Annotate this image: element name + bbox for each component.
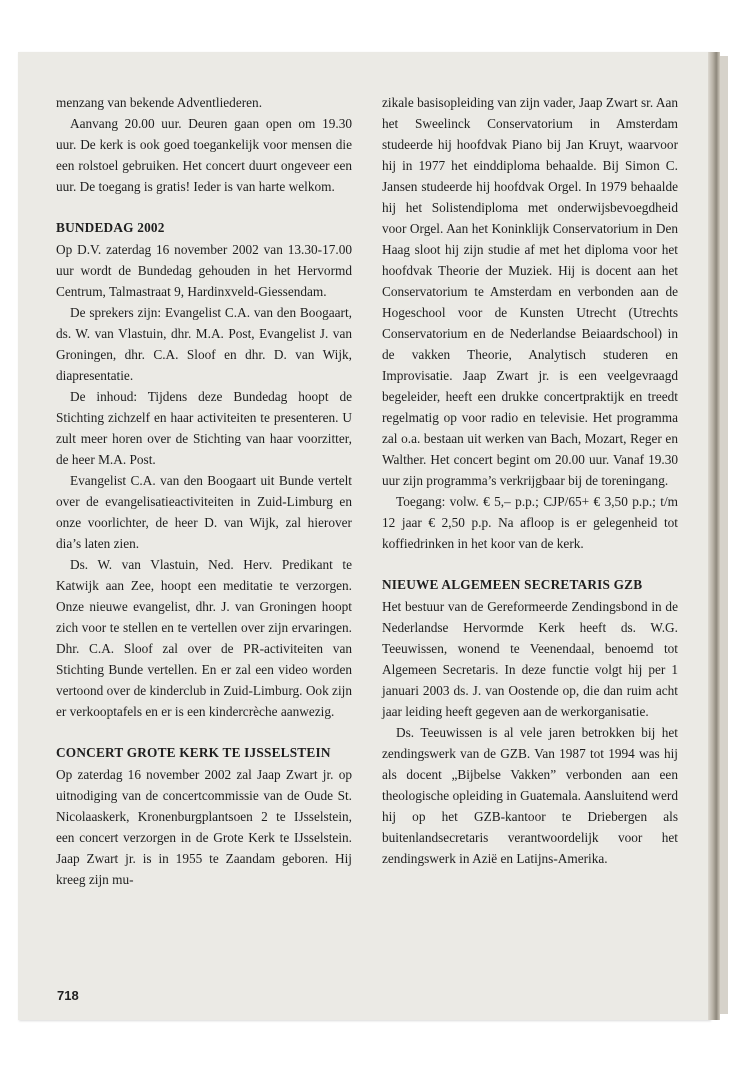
- page-edge: [720, 56, 728, 1014]
- paragraph-bundedag-date: Op D.V. zaterdag 16 november 2002 van 13.30-17.00 uur wordt de Bundedag gehouden in het Hervormd Centrum, Talmastraat 9, Hardinxveld-Giessendam.: [56, 242, 352, 299]
- paragraph-appointment: Het bestuur van de Gereformeerde Zendingsbond in de Nederlandse Hervormde Kerk heeft ds. W.G. Teeuwissen, wonend te Veenendaal, benoemd tot Algemeen Secretaris. In deze functie volgt hij per 1 januari 2003 ds. J. van Oostende op, die dan ruim acht jaar leiding heeft gegeven aan de werkorganisatie.: [382, 599, 678, 719]
- paragraph-speakers: De sprekers zijn: Evangelist C.A. van den Boogaart, ds. W. van Vlastuin, dhr. M.A. Post, Evangelist J. van Groningen, dhr. C.A. Sloof en dhr. D. van Wijk, diapresentatie.: [56, 305, 352, 383]
- right-column: [382, 92, 678, 869]
- paragraph-concert-start: Aanvang 20.00 uur. Deuren gaan open om 19.30 uur. De kerk is ook goed toegankelijk voor mensen die een rolstoel gebruiken. Het concert duurt ongeveer een uur. De toegang is gratis! Ieder is van harte welkom.: [56, 116, 352, 194]
- paragraph-concert-ijsselstein: Op zaterdag 16 november 2002 zal Jaap Zwart jr. op uitnodiging van de concertcommissie van de Oude St. Nicolaaskerk, Kronenburgplantsoen 2 te IJsselstein, een concert verzorgen in de Grote Kerk te IJsselstein. Jaap Zwart jr. is in 1955 te Zaandam geboren. Hij kreeg zijn mu-: [56, 767, 352, 887]
- heading-concert-ijsselstein: CONCERT GROTE KERK TE IJSSELSTEIN: [56, 745, 331, 760]
- paragraph-admission: Toegang: volw. € 5,– p.p.; CJP/65+ € 3,50 p.p.; t/m 12 jaar € 2,50 p.p. Na afloop is er gelegenheid tot koffiedrinken in het koor van de kerk.: [382, 494, 678, 551]
- paragraph-content: De inhoud: Tijdens deze Bundedag hoopt de Stichting zichzelf en haar activiteiten te presenteren. U zult meer horen over de Stichting van haar voorzitter, de heer M.A. Post.: [56, 389, 352, 467]
- page-number: 718: [57, 988, 79, 1003]
- heading-secretaris-gzb: NIEUWE ALGEMEEN SECRETARIS GZB: [382, 577, 643, 592]
- page-binding-shadow: [708, 52, 720, 1020]
- paragraph-teeuwissen: Ds. Teeuwissen is al vele jaren betrokken bij het zendingswerk van de GZB. Van 1987 tot 1994 was hij als docent „Bijbelse Vakken” verbonden aan een theologische opleiding in Guatemala. Aansluitend werd hij op het GZB-kantoor te Driebergen als buitenlandsecretaris verantwoordelijk voor het zendingswerk in Azië en Latijns-Amerika.: [382, 725, 678, 866]
- paragraph-meditation: Ds. W. van Vlastuin, Ned. Herv. Predikant te Katwijk aan Zee, hoopt een meditatie te verzorgen. Onze nieuwe evangelist, dhr. J. van Groningen hoopt zich voor te stellen en te vertellen over zijn ervaringen. Dhr. C.A. Sloof zal over de PR-activiteiten van Stichting Bunde vertellen. En er zal een video worden vertoond over de kinderclub in Zuid-Limburg. Ook zijn er verkooptafels en er is een kindercrèche aanwezig.: [56, 557, 352, 719]
- left-column: [56, 92, 352, 890]
- paragraph-musical-education: zikale basisopleiding van zijn vader, Jaap Zwart sr. Aan het Sweelinck Conservatorium in Amsterdam studeerde hij hoofdvak Piano bij Jan Kruyt, waarvoor hij in 1977 het einddiploma behaalde. Bij Simon C. Jansen studeerde hij hoofdvak Orgel. In 1979 behaalde hij het Solistendiploma met onderwijsbevoegdheid voor Orgel. Aan het Koninklijk Conservatorium in Den Haag sloot hij zijn studie af met het diploma voor het hoofdvak Theorie der Muziek. Hij is docent aan het Conservatorium te Amsterdam en verbonden aan de Hogeschool voor de Kunsten Utrecht (Utrechts Conservatorium en de Nederlandse Beiaardschool) in de vakken Theorie, Analytisch studeren en Improvisatie. Jaap Zwart jr. is een veelgevraagd begeleider, heeft een drukke concertpraktijk en treedt regelmatig op voor radio en televisie. Het programma zal o.a. bestaan uit werken van Bach, Mozart, Reger en Walther. Het concert begint om 20.00 uur. Vanaf 19.30 uur zijn programma’s verkrijgbaar bij de toreningang.: [382, 95, 678, 488]
- heading-bundedag: BUNDEDAG 2002: [56, 220, 165, 235]
- paragraph-evangelist: Evangelist C.A. van den Boogaart uit Bunde vertelt over de evangelisatieactiviteiten in Zuid-Limburg en onze voorlichter, de heer D. van Wijk, zal hierover dia’s laten zien.: [56, 473, 352, 551]
- paragraph-hymn-end: menzang van bekende Adventliederen.: [56, 95, 263, 110]
